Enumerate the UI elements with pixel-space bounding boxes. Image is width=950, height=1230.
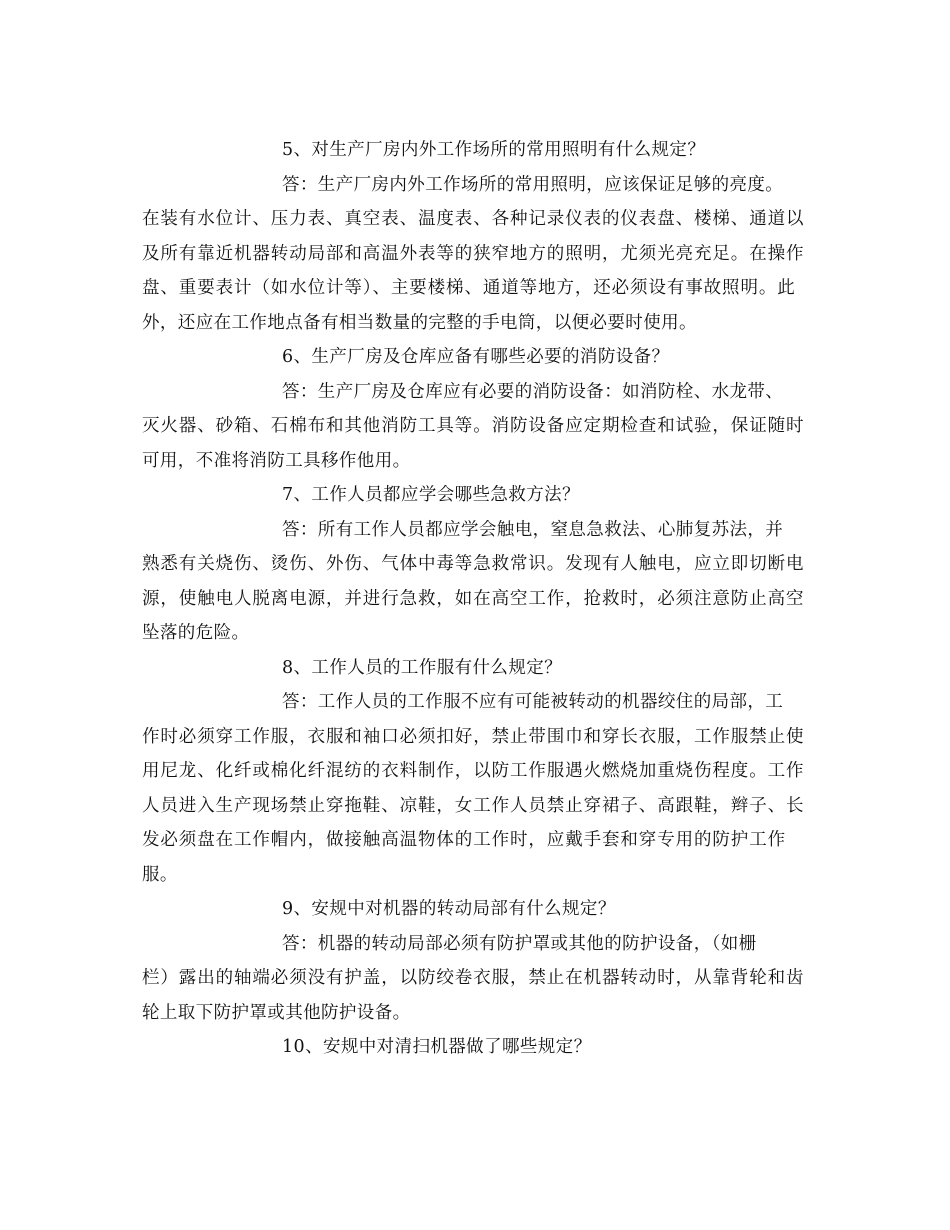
answer-8-line: 作时必须穿工作服，衣服和袖口必须扣好，禁止带围巾和穿长衣服，工作服禁止使 [142, 726, 805, 747]
answer-5-last-line: 外，还应在工作地点备有相当数量的完整的手电筒，以便必要时使用。 [142, 312, 697, 333]
question-6: 6、生产厂房及仓库应备有哪些必要的消防设备？ [282, 347, 670, 367]
question-8: 8、工作人员的工作服有什么规定？ [282, 657, 563, 678]
answer-8-last-line: 服。 [142, 864, 178, 885]
question-10: 10、安规中对清扫机器做了哪些规定？ [282, 1037, 592, 1057]
answer-5-line: 在装有水位计、压力表、真空表、温度表、各种记录仪表的仪表盘、楼梯、通道以 [142, 209, 805, 229]
question-5: 5、对生产厂房内外工作场所的常用照明有什么规定？ [282, 140, 706, 160]
answer-9-last-line: 轮上取下防护罩或其他防护设备。 [142, 1002, 411, 1023]
answer-6-first-line: 答：生产厂房及仓库应有必要的消防设备：如消防栓、水龙带、 [282, 381, 784, 402]
answer-8-line: 发必须盘在工作帽内，做接触高温物体的工作时，应戴手套和穿专用的防护工作 [142, 830, 786, 850]
answer-7-first-line: 答：所有工作人员都应学会触电，窒息急救法、心肺复苏法，并 [282, 519, 784, 540]
answer-8-first-line: 答：工作人员的工作服不应有可能被转动的机器绞住的局部，工 [282, 692, 784, 712]
answer-6-line: 灭火器、砂箱、石棉布和其他消防工具等。消防设备应定期检查和试验，保证随时 [142, 416, 805, 436]
question-9: 9、安规中对机器的转动局部有什么规定？ [282, 899, 616, 919]
answer-6-last-line: 可用，不准将消防工具移作他用。 [142, 450, 411, 471]
answer-8-line: 用尼龙、化纤或棉化纤混纺的衣料制作，以防工作服遇火燃烧加重烧伤程度。工作 [142, 761, 805, 781]
answer-7-last-line: 坠落的危险。 [142, 623, 250, 643]
answer-7-line: 熟悉有关烧伤、烫伤、外伤、气体中毒等急救常识。发现有人触电，应立即切断电 [142, 554, 805, 574]
answer-8-line: 人员进入生产现场禁止穿拖鞋、凉鞋，女工作人员禁止穿裙子、高跟鞋，辫子、长 [142, 795, 805, 816]
answer-9-first-line: 答：机器的转动局部必须有防护罩或其他的防护设备，（如栅 [282, 933, 757, 954]
answer-9-line: 栏）露出的轴端必须没有护盖，以防绞卷衣服，禁止在机器转动时，从靠背轮和齿 [142, 968, 805, 988]
answer-7-line: 源，使触电人脱离电源，并进行急救，如在高空工作，抢救时，必须注意防止高空 [142, 588, 805, 609]
answer-5-line: 及所有靠近机器转动局部和高温外表等的狭窄地方的照明，尤须光亮充足。在操作 [142, 243, 805, 264]
document-body [142, 133, 812, 1065]
answer-5-line: 盘、重要表计（如水位计等）、主要楼梯、通道等地方，还必须设有事故照明。此 [142, 278, 796, 298]
question-7: 7、工作人员都应学会哪些急救方法？ [282, 485, 580, 505]
answer-5-first-line: 答：生产厂房内外工作场所的常用照明，应该保证足够的亮度。 [282, 174, 784, 195]
